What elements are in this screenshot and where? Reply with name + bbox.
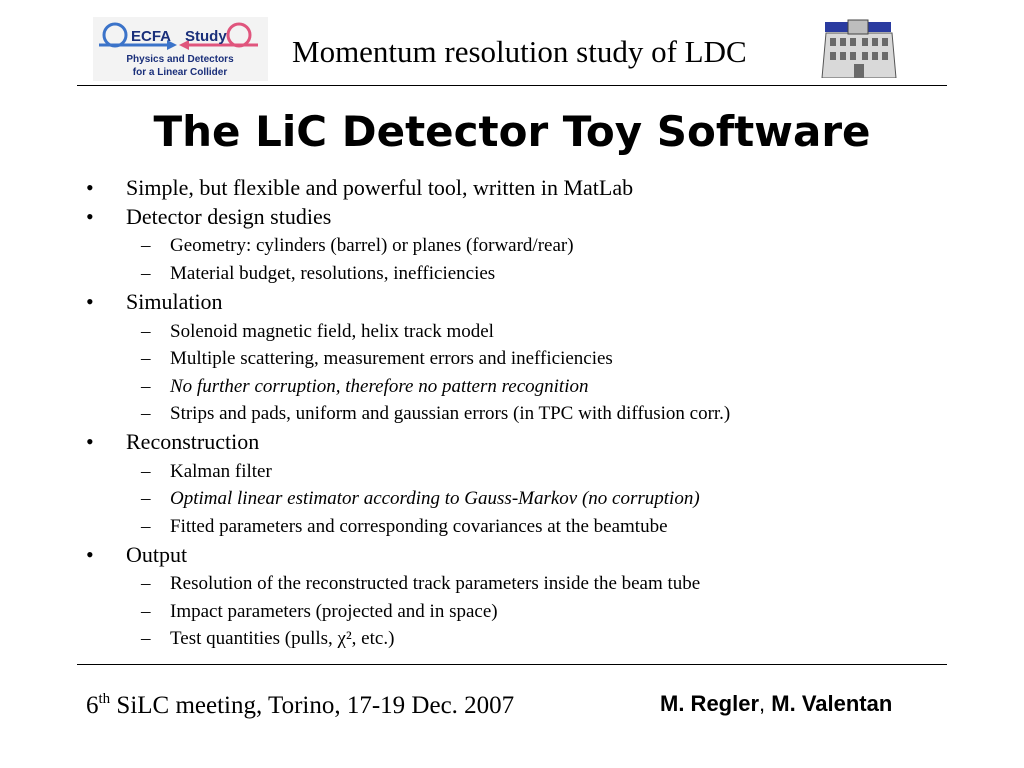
meeting-text: SiLC meeting, Torino, 17-19 Dec. 2007 [110, 692, 515, 719]
meeting-ordinal-suffix: th [98, 690, 111, 707]
sub-bullet-mark: – [141, 376, 151, 397]
sub-bullet-text: Material budget, resolutions, inefficiencies [170, 263, 496, 284]
author-separator: , [759, 691, 772, 716]
slide-title: The LiC Detector Toy Software [153, 107, 871, 156]
bullet-mark: • [86, 204, 94, 229]
study-text: Study [185, 28, 227, 45]
bullet-mark: • [86, 429, 94, 454]
author-regler: M. Regler [660, 691, 760, 716]
header-title: Momentum resolution study of LDC [292, 34, 747, 69]
meeting-info [86, 690, 514, 722]
sub-bullet-mark: – [141, 516, 151, 537]
sub-bullet-text: Resolution of the reconstructed track parameters inside the beam tube [170, 573, 701, 594]
footer-divider [77, 664, 947, 665]
sub-bullet-mark: – [141, 235, 151, 256]
author-valentan: M. Valentan [771, 691, 893, 716]
meeting-number: 6 [86, 692, 99, 719]
sub-bullet-text: Impact parameters (projected and in space) [170, 601, 498, 622]
sub-bullet-text: No further corruption, therefore no pattern recognition [170, 376, 589, 397]
sub-bullet-mark: – [141, 263, 151, 284]
ecfa-text: ECFA [131, 28, 172, 45]
sub-bullet-text: Multiple scattering, measurement errors and inefficiencies [170, 348, 613, 369]
sub-bullet-mark: – [141, 403, 151, 424]
sub-bullet-mark: – [141, 461, 151, 482]
bullet-mark: • [86, 289, 94, 314]
bullet-text: Output [126, 542, 188, 567]
logo-line1: Physics and Detectors [126, 54, 234, 65]
bullet-text: Simple, but flexible and powerful tool, written in MatLab [126, 175, 634, 200]
authors [660, 690, 892, 718]
logo-line2: for a Linear Collider [132, 67, 228, 78]
sub-bullet-mark: – [141, 573, 151, 594]
sub-bullet-text: Optimal linear estimator according to Gauss-Markov (no corruption) [170, 488, 700, 509]
sub-bullet-text: Solenoid magnetic field, helix track model [170, 321, 494, 342]
sub-bullet-mark: – [141, 601, 151, 622]
sub-bullet-text: Fitted parameters and corresponding covariances at the beamtube [170, 516, 668, 537]
sub-bullet-text: Kalman filter [170, 461, 272, 482]
bullet-mark: • [86, 175, 94, 200]
sub-bullet-mark: – [141, 321, 151, 342]
sub-bullet-mark: – [141, 628, 151, 649]
bullet-text: Reconstruction [126, 429, 260, 454]
bullet-text: Detector design studies [126, 204, 332, 229]
sub-bullet-text: Strips and pads, uniform and gaussian errors (in TPC with diffusion corr.) [170, 403, 731, 424]
bullet-text: Simulation [126, 289, 223, 314]
bullet-mark: • [86, 542, 94, 567]
sub-bullet-mark: – [141, 348, 151, 369]
sub-bullet-text: Geometry: cylinders (barrel) or planes (forward/rear) [170, 235, 574, 256]
sub-bullet-mark: – [141, 488, 151, 509]
sub-bullet-text: Test quantities (pulls, χ², etc.) [170, 628, 395, 649]
